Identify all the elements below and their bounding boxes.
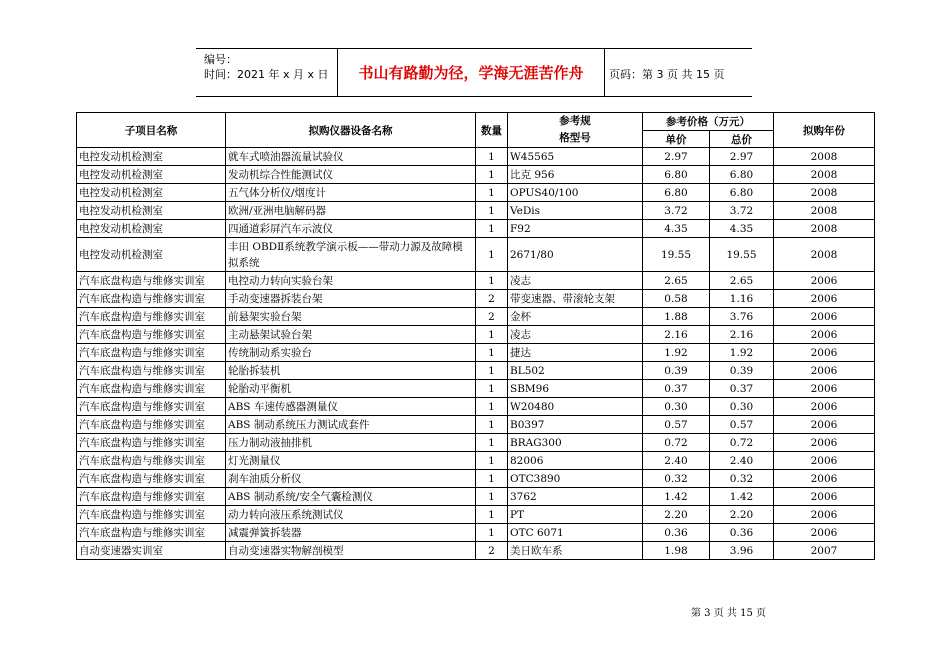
cell-equipment: ABS 制动系统/安全气囊检测仪: [226, 488, 476, 506]
cell-quantity: 1: [476, 398, 508, 416]
col-header-model: [508, 113, 643, 148]
cell-total-price: 2.97: [710, 148, 774, 166]
col-header-equipment: 拟购仪器设备名称: [226, 113, 476, 148]
cell-subproject: 汽车底盘构造与维修实训室: [77, 326, 226, 344]
table-row: [77, 452, 875, 470]
cell-model: 捷达: [508, 344, 643, 362]
cell-year: 2006: [774, 488, 875, 506]
cell-year: 2006: [774, 272, 875, 290]
cell-equipment: 五气体分析仪/烟度计: [226, 184, 476, 202]
cell-total-price: 3.96: [710, 542, 774, 560]
header-motto: 书山有路勤为径，学海无涯苦作舟: [337, 48, 605, 97]
cell-year: 2008: [774, 202, 875, 220]
cell-total-price: 2.40: [710, 452, 774, 470]
cell-subproject: 汽车底盘构造与维修实训室: [77, 470, 226, 488]
cell-unit-price: 2.20: [643, 506, 710, 524]
cell-model: 凌志: [508, 326, 643, 344]
cell-equipment: 欧洲/亚洲电脑解码器: [226, 202, 476, 220]
cell-model: 3762: [508, 488, 643, 506]
cell-subproject: 汽车底盘构造与维修实训室: [77, 488, 226, 506]
cell-year: 2007: [774, 542, 875, 560]
cell-unit-price: 0.72: [643, 434, 710, 452]
table-row: [77, 380, 875, 398]
cell-year: 2008: [774, 184, 875, 202]
cell-year: 2008: [774, 220, 875, 238]
equipment-table: [76, 112, 875, 560]
cell-unit-price: 3.72: [643, 202, 710, 220]
date-label: 时间：2021 年 x 月 x 日: [204, 68, 329, 81]
col-header-total-price: 总价: [710, 131, 774, 148]
cell-subproject: 汽车底盘构造与维修实训室: [77, 362, 226, 380]
cell-model: BL502: [508, 362, 643, 380]
cell-model: 金杯: [508, 308, 643, 326]
cell-equipment: 灯光测量仪: [226, 452, 476, 470]
cell-unit-price: 0.37: [643, 380, 710, 398]
cell-unit-price: 2.97: [643, 148, 710, 166]
table-row: [77, 148, 875, 166]
cell-model: OPUS40/100: [508, 184, 643, 202]
table-body: [77, 148, 875, 560]
table-row: [77, 344, 875, 362]
cell-subproject: 电控发动机检测室: [77, 238, 226, 272]
cell-year: 2006: [774, 434, 875, 452]
page-header: [196, 48, 752, 97]
cell-unit-price: 2.65: [643, 272, 710, 290]
cell-year: 2006: [774, 398, 875, 416]
cell-subproject: 汽车底盘构造与维修实训室: [77, 380, 226, 398]
cell-model: BRAG300: [508, 434, 643, 452]
cell-equipment: 刹车油质分析仪: [226, 470, 476, 488]
cell-model: PT: [508, 506, 643, 524]
serial-number-label: 编号：: [204, 53, 237, 66]
cell-subproject: 汽车底盘构造与维修实训室: [77, 416, 226, 434]
table-row: [77, 398, 875, 416]
cell-quantity: 1: [476, 184, 508, 202]
cell-unit-price: 6.80: [643, 166, 710, 184]
cell-quantity: 1: [476, 148, 508, 166]
cell-quantity: 1: [476, 470, 508, 488]
cell-model: SBM96: [508, 380, 643, 398]
cell-unit-price: 0.39: [643, 362, 710, 380]
cell-total-price: 2.16: [710, 326, 774, 344]
cell-year: 2006: [774, 326, 875, 344]
cell-subproject: 电控发动机检测室: [77, 202, 226, 220]
cell-subproject: 汽车底盘构造与维修实训室: [77, 344, 226, 362]
cell-equipment: 前悬架实验台架: [226, 308, 476, 326]
footer-page-number: 第 3 页 共 15 页: [691, 608, 766, 619]
cell-quantity: 1: [476, 166, 508, 184]
col-header-price-group: 参考价格（万元）: [643, 113, 774, 131]
table-row: [77, 202, 875, 220]
cell-subproject: 电控发动机检测室: [77, 220, 226, 238]
cell-total-price: 6.80: [710, 184, 774, 202]
cell-equipment: 减震弹簧拆装器: [226, 524, 476, 542]
cell-quantity: 1: [476, 434, 508, 452]
cell-total-price: 0.72: [710, 434, 774, 452]
cell-equipment: 传统制动系实验台: [226, 344, 476, 362]
cell-year: 2006: [774, 524, 875, 542]
cell-unit-price: 0.57: [643, 416, 710, 434]
cell-subproject: 汽车底盘构造与维修实训室: [77, 290, 226, 308]
cell-subproject: 汽车底盘构造与维修实训室: [77, 524, 226, 542]
cell-equipment: 发动机综合性能测试仪: [226, 166, 476, 184]
cell-subproject: 汽车底盘构造与维修实训室: [77, 272, 226, 290]
cell-year: 2006: [774, 380, 875, 398]
cell-total-price: 2.20: [710, 506, 774, 524]
cell-equipment: 压力制动液抽排机: [226, 434, 476, 452]
cell-total-price: 3.72: [710, 202, 774, 220]
cell-model: 凌志: [508, 272, 643, 290]
cell-year: 2008: [774, 166, 875, 184]
cell-year: 2008: [774, 148, 875, 166]
cell-unit-price: 1.88: [643, 308, 710, 326]
table-row: [77, 542, 875, 560]
cell-subproject: 电控发动机检测室: [77, 184, 226, 202]
cell-total-price: 0.39: [710, 362, 774, 380]
cell-unit-price: 0.58: [643, 290, 710, 308]
cell-subproject: 汽车底盘构造与维修实训室: [77, 434, 226, 452]
cell-total-price: 2.65: [710, 272, 774, 290]
cell-model: 美日欧车系: [508, 542, 643, 560]
cell-year: 2006: [774, 290, 875, 308]
table-row: [77, 272, 875, 290]
cell-unit-price: 4.35: [643, 220, 710, 238]
cell-year: 2006: [774, 308, 875, 326]
col-header-quantity: 数量: [476, 113, 508, 148]
col-header-subproject: 子项目名称: [77, 113, 226, 148]
col-header-model-line1: 参考规: [559, 115, 591, 127]
cell-equipment: 主动悬架试验台架: [226, 326, 476, 344]
cell-quantity: 1: [476, 202, 508, 220]
cell-quantity: 1: [476, 506, 508, 524]
cell-model: 比克 956: [508, 166, 643, 184]
cell-model: OTC3890: [508, 470, 643, 488]
cell-quantity: 1: [476, 238, 508, 272]
cell-year: 2006: [774, 506, 875, 524]
cell-unit-price: 6.80: [643, 184, 710, 202]
col-header-model-line2: 格型号: [559, 132, 591, 144]
cell-subproject: 汽车底盘构造与维修实训室: [77, 506, 226, 524]
cell-quantity: 1: [476, 488, 508, 506]
cell-equipment: 丰田 OBDⅡ系统教学演示板——带动力源及故障模拟系统: [226, 238, 476, 272]
cell-year: 2006: [774, 344, 875, 362]
cell-subproject: 电控发动机检测室: [77, 148, 226, 166]
cell-year: 2006: [774, 416, 875, 434]
table-row: [77, 506, 875, 524]
cell-total-price: 1.92: [710, 344, 774, 362]
table-row: [77, 524, 875, 542]
cell-total-price: 19.55: [710, 238, 774, 272]
cell-quantity: 1: [476, 220, 508, 238]
table-row: [77, 326, 875, 344]
cell-quantity: 1: [476, 362, 508, 380]
cell-quantity: 2: [476, 542, 508, 560]
table-row: [77, 488, 875, 506]
cell-equipment: 轮胎动平衡机: [226, 380, 476, 398]
table-row: [77, 184, 875, 202]
cell-model: B0397: [508, 416, 643, 434]
cell-unit-price: 0.32: [643, 470, 710, 488]
cell-year: 2006: [774, 470, 875, 488]
cell-quantity: 1: [476, 344, 508, 362]
cell-subproject: 自动变速器实训室: [77, 542, 226, 560]
cell-model: W20480: [508, 398, 643, 416]
table-row: [77, 166, 875, 184]
cell-equipment: 电控动力转向实验台架: [226, 272, 476, 290]
cell-unit-price: 19.55: [643, 238, 710, 272]
cell-total-price: 0.30: [710, 398, 774, 416]
cell-total-price: 4.35: [710, 220, 774, 238]
table-row: [77, 362, 875, 380]
table-header: [77, 113, 875, 148]
cell-model: OTC 6071: [508, 524, 643, 542]
cell-equipment: 自动变速器实物解剖模型: [226, 542, 476, 560]
cell-subproject: 电控发动机检测室: [77, 166, 226, 184]
table-row: [77, 238, 875, 272]
cell-model: 带变速器、带滚轮支架: [508, 290, 643, 308]
cell-quantity: 2: [476, 290, 508, 308]
cell-unit-price: 1.92: [643, 344, 710, 362]
cell-quantity: 1: [476, 380, 508, 398]
cell-equipment: 四通道彩屏汽车示波仪: [226, 220, 476, 238]
cell-unit-price: 0.30: [643, 398, 710, 416]
cell-quantity: 1: [476, 416, 508, 434]
cell-model: VeDis: [508, 202, 643, 220]
header-page-number: 页码：第 3 页 共 15 页: [609, 68, 725, 81]
cell-quantity: 2: [476, 308, 508, 326]
cell-year: 2006: [774, 362, 875, 380]
cell-model: 82006: [508, 452, 643, 470]
cell-unit-price: 2.40: [643, 452, 710, 470]
cell-total-price: 0.36: [710, 524, 774, 542]
table-row: [77, 434, 875, 452]
cell-quantity: 1: [476, 272, 508, 290]
cell-total-price: 0.57: [710, 416, 774, 434]
header-meta: [204, 52, 329, 82]
cell-total-price: 1.16: [710, 290, 774, 308]
cell-quantity: 1: [476, 452, 508, 470]
cell-equipment: ABS 制动系统压力测试成套件: [226, 416, 476, 434]
cell-equipment: 手动变速器拆装台架: [226, 290, 476, 308]
cell-quantity: 1: [476, 326, 508, 344]
cell-year: 2008: [774, 238, 875, 272]
cell-equipment: 就车式喷油器流量试验仪: [226, 148, 476, 166]
cell-equipment: ABS 车速传感器测量仪: [226, 398, 476, 416]
cell-unit-price: 1.42: [643, 488, 710, 506]
cell-total-price: 0.32: [710, 470, 774, 488]
cell-subproject: 汽车底盘构造与维修实训室: [77, 398, 226, 416]
cell-total-price: 6.80: [710, 166, 774, 184]
table-row: [77, 290, 875, 308]
cell-total-price: 1.42: [710, 488, 774, 506]
table-row: [77, 308, 875, 326]
cell-unit-price: 2.16: [643, 326, 710, 344]
cell-model: F92: [508, 220, 643, 238]
col-header-year: 拟购年份: [774, 113, 875, 148]
cell-equipment: 动力转向液压系统测试仪: [226, 506, 476, 524]
cell-model: 2671/80: [508, 238, 643, 272]
cell-quantity: 1: [476, 524, 508, 542]
cell-unit-price: 0.36: [643, 524, 710, 542]
cell-subproject: 汽车底盘构造与维修实训室: [77, 308, 226, 326]
cell-total-price: 0.37: [710, 380, 774, 398]
cell-year: 2006: [774, 452, 875, 470]
cell-subproject: 汽车底盘构造与维修实训室: [77, 452, 226, 470]
cell-unit-price: 1.98: [643, 542, 710, 560]
table-row: [77, 470, 875, 488]
col-header-unit-price: 单价: [643, 131, 710, 148]
cell-model: W45565: [508, 148, 643, 166]
cell-equipment: 轮胎拆装机: [226, 362, 476, 380]
table-row: [77, 416, 875, 434]
cell-total-price: 3.76: [710, 308, 774, 326]
table-row: [77, 220, 875, 238]
